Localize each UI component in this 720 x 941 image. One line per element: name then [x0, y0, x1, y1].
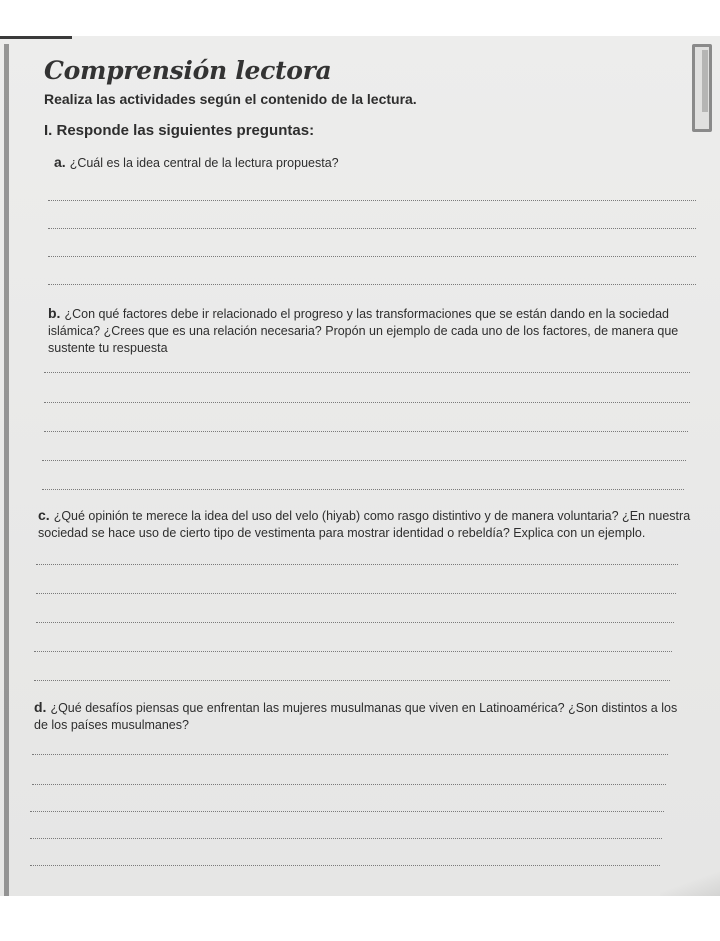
question-b-text: ¿Con qué factores debe ir relacionado el progreso y las transformaciones que se están dando en la sociedad islámica? ¿Crees que es una relación necesaria? Propón un ejemplo de cada uno de los factores, de manera que sustente tu respuesta	[48, 307, 679, 355]
answer-line-c-4[interactable]	[34, 651, 672, 652]
question-a-letter: a.	[54, 154, 66, 170]
answer-line-a-3[interactable]	[48, 256, 696, 257]
answer-line-c-2[interactable]	[36, 593, 676, 594]
question-d-letter: d.	[34, 699, 47, 715]
question-c-letter: c.	[38, 507, 50, 523]
answer-line-b-5[interactable]	[42, 489, 684, 490]
question-a-text: ¿Cuál es la idea central de la lectura propuesta?	[69, 156, 339, 170]
answer-line-d-5[interactable]	[30, 865, 660, 866]
section-heading: I. Responde las siguientes preguntas:	[44, 122, 315, 139]
answer-line-b-2[interactable]	[44, 402, 690, 403]
answer-line-b-4[interactable]	[42, 460, 686, 461]
question-d-text: ¿Qué desafíos piensas que enfrentan las mujeres musulmanas que viven en Latinoamérica? ¿Son distintos a los de los países musulmanes?	[34, 701, 678, 732]
answer-line-a-1[interactable]	[48, 200, 696, 201]
answer-line-d-1[interactable]	[32, 754, 668, 755]
page-title: Comprensión lectora	[44, 56, 332, 85]
answer-line-c-3[interactable]	[36, 622, 674, 623]
answer-line-b-3[interactable]	[44, 431, 688, 432]
answer-line-c-5[interactable]	[34, 680, 670, 681]
answer-line-a-2[interactable]	[48, 228, 696, 229]
answer-line-c-1[interactable]	[36, 564, 678, 565]
answer-line-d-4[interactable]	[30, 838, 662, 839]
question-b-letter: b.	[48, 305, 61, 321]
binding-edge	[4, 44, 9, 896]
question-c-text: ¿Qué opinión te merece la idea del uso del velo (hiyab) como rasgo distintivo y de manera voluntaria? ¿En nuestra sociedad se hace uso de cierto tipo de vestimenta para mostrar identidad o rebeldía? Explica con un ejemplo.	[38, 509, 691, 540]
answer-line-d-2[interactable]	[32, 784, 666, 785]
question-b	[48, 305, 688, 357]
page-tab-marker-inner	[702, 50, 708, 112]
instructions: Realiza las actividades según el contenido de la lectura.	[44, 91, 417, 107]
answer-line-d-3[interactable]	[30, 811, 664, 812]
page-top-edge	[0, 36, 72, 39]
answer-line-a-4[interactable]	[48, 284, 696, 285]
question-a	[54, 154, 674, 172]
worksheet-page	[0, 36, 720, 896]
answer-line-b-1[interactable]	[44, 372, 690, 373]
page-corner-fold	[660, 866, 720, 896]
question-c	[38, 507, 698, 542]
question-d	[34, 699, 684, 734]
